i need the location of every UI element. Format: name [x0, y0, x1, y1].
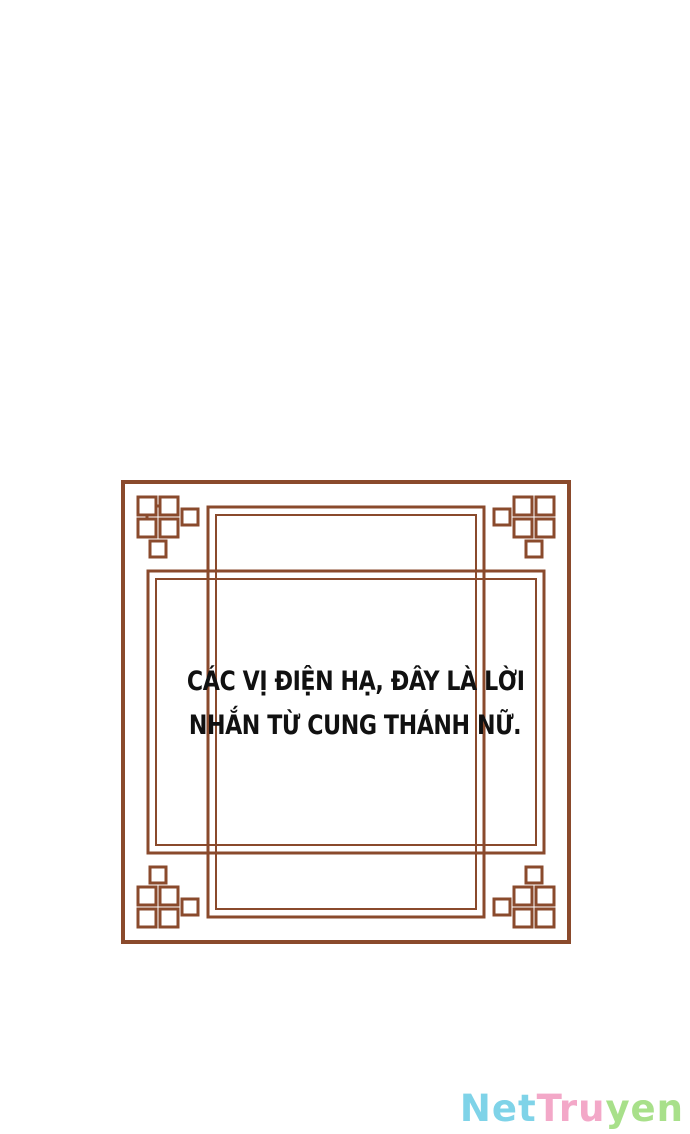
caption-line-2: NHẮN TỪ CUNG THÁNH NỮ.: [188, 710, 522, 741]
watermark-part-2: Tru: [536, 1087, 606, 1130]
caption-line-1: CÁC VỊ ĐIỆN HẠ, ĐÂY LÀ LỜI: [186, 666, 525, 697]
watermark-part-1: Net: [459, 1087, 537, 1130]
site-watermark: [460, 1087, 684, 1130]
watermark-part-3: yen: [605, 1087, 684, 1130]
narration-caption: [187, 660, 523, 748]
